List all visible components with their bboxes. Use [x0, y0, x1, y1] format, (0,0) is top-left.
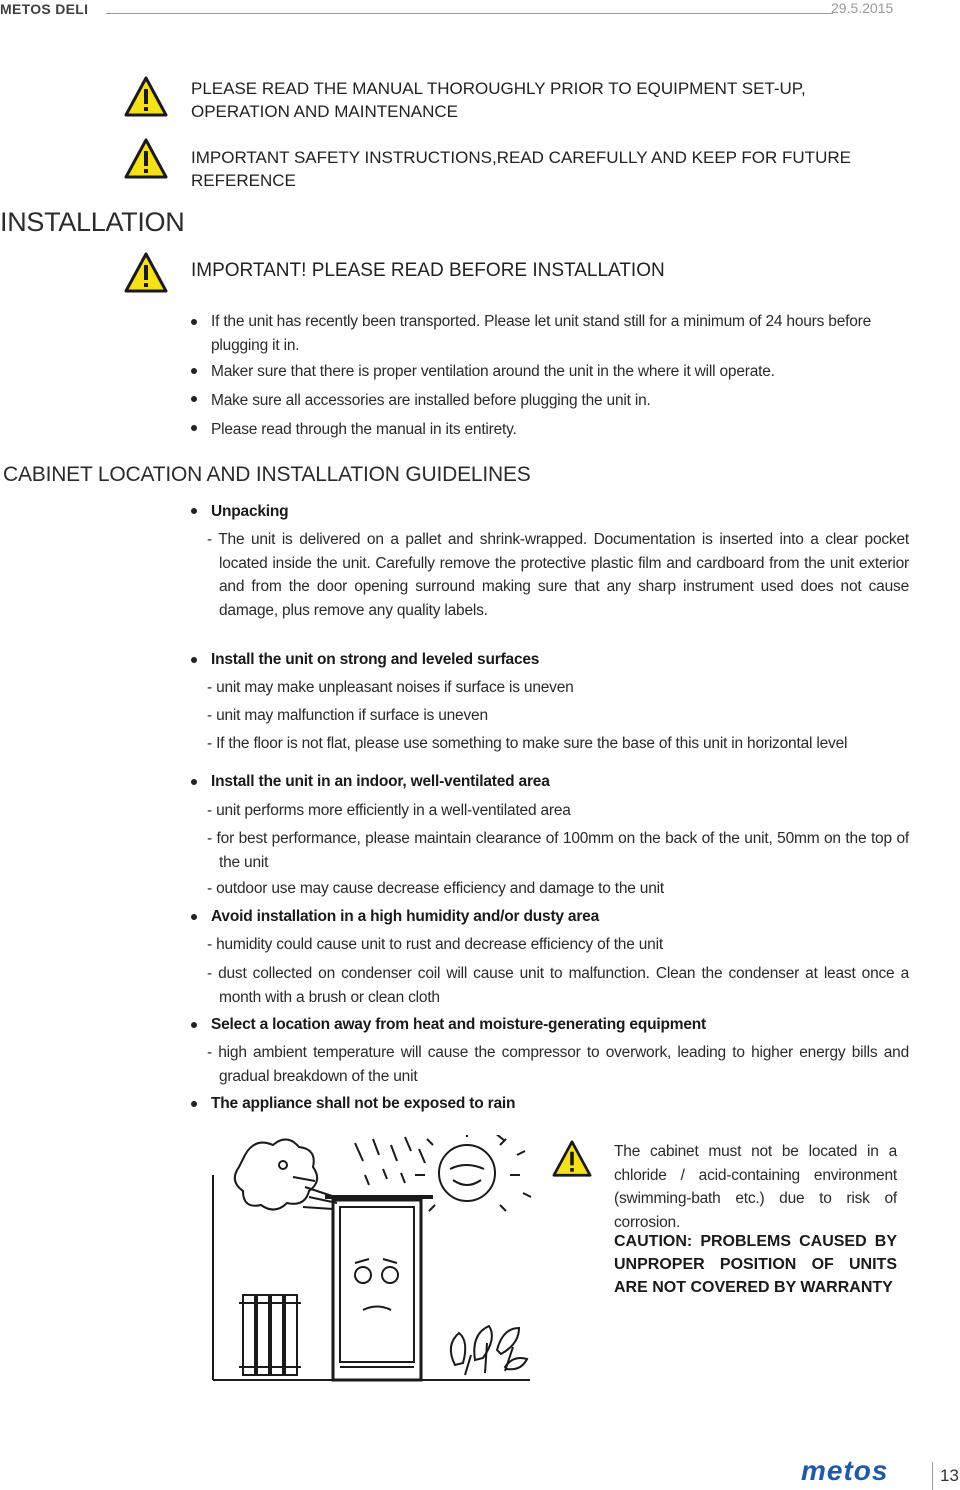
section-level-item: - unit may malfunction if surface is uneven: [207, 707, 488, 724]
section-heat-item: - high ambient temperature will cause the compressor to overwork, leading to higher energy bills and gradual breakdown of the unit: [207, 1044, 909, 1085]
bullet-dot-icon: [191, 396, 197, 402]
warning-triangle-icon: [124, 76, 168, 118]
unpacking-title: Unpacking: [211, 503, 289, 520]
install-bullet-1: If the unit has recently been transported. Please let unit stand still for a minimum of 24 hours before plugging it in.: [211, 313, 872, 354]
unpacking-text: - The unit is delivered on a pallet and shrink-wrapped. Documentation is inserted into a clear pocket located inside the unit. Carefully remove the protective plastic film and cardboard from the unit exterior and from the door opening surround making sure that any sharp instrument used does not cause damage, plus remove any quality labels.: [207, 531, 909, 619]
warning-triangle-icon: [124, 252, 168, 294]
metos-logo: metos: [801, 1455, 889, 1486]
bullet-dot-icon: [191, 425, 197, 431]
section-ventilation-title: Install the unit in an indoor, well-ventilated area: [211, 773, 550, 790]
page-number: 13: [940, 1466, 959, 1485]
section-humidity-item: - dust collected on condenser coil will cause unit to malfunction. Clean the condenser at least once a month with a brush or clean cloth: [207, 965, 909, 1006]
corrosion-note: The cabinet must not be located in a chloride / acid-containing environment (swimming-bath etc.) due to risk of corrosion.: [614, 1143, 897, 1231]
installation-illustration: [205, 1135, 535, 1385]
bullet-dot-icon: [191, 1101, 197, 1107]
section-humidity-title: Avoid installation in a high humidity and/or dusty area: [211, 908, 600, 925]
header-rule: [106, 13, 833, 14]
install-bullet-3: Make sure all accessories are installed before plugging the unit in.: [211, 392, 651, 409]
bullet-dot-icon: [191, 1022, 197, 1028]
warning-triangle-icon: [124, 138, 168, 180]
section-heat-title: Select a location away from heat and moisture-generating equipment: [211, 1016, 706, 1033]
bullet-dot-icon: [191, 657, 197, 663]
header-date: 29.5.2015: [831, 0, 894, 16]
bullet-dot-icon: [191, 779, 197, 785]
install-bullet-2: Maker sure that there is proper ventilation around the unit in the where it will operate.: [211, 363, 775, 380]
warranty-caution: CAUTION: PROBLEMS CAUSED BY UNPROPER POSITION OF UNITS ARE NOT COVERED BY WARRANTY: [614, 1233, 897, 1296]
warning-triangle-icon: [552, 1140, 592, 1178]
important-notice: IMPORTANT! PLEASE READ BEFORE INSTALLATION: [191, 260, 665, 281]
section-level-item: - unit may make unpleasant noises if surface is uneven: [207, 679, 574, 696]
footer-divider: [932, 1462, 933, 1490]
section-ventilation-item: - outdoor use may cause decrease efficiency and damage to the unit: [207, 880, 664, 897]
install-bullet-4: Please read through the manual in its entirety.: [211, 421, 517, 438]
bullet-dot-icon: [191, 508, 197, 514]
section-rain-title: The appliance shall not be exposed to rain: [211, 1095, 516, 1112]
installation-title: INSTALLATION: [0, 207, 185, 237]
header-brand: METOS DELI: [0, 1, 89, 17]
bullet-dot-icon: [191, 319, 197, 325]
section-ventilation-item: - for best performance, please maintain clearance of 100mm on the back of the unit, 50mm on the top of the unit: [207, 830, 909, 871]
section-humidity-item: - humidity could cause unit to rust and decrease efficiency of the unit: [207, 936, 663, 953]
cabinet-title: CABINET LOCATION AND INSTALLATION GUIDELINES: [3, 463, 531, 486]
section-level-item: - If the floor is not flat, please use something to make sure the base of this unit in horizontal level: [207, 735, 848, 752]
bullet-dot-icon: [191, 914, 197, 920]
section-ventilation-item: - unit performs more efficiently in a well-ventilated area: [207, 802, 571, 819]
notice-safety: IMPORTANT SAFETY INSTRUCTIONS,READ CAREFULLY AND KEEP FOR FUTURE REFERENCE: [191, 148, 851, 190]
bullet-dot-icon: [191, 368, 197, 374]
notice-manual: PLEASE READ THE MANUAL THOROUGHLY PRIOR TO EQUIPMENT SET-UP, OPERATION AND MAINTENANCE: [191, 79, 806, 121]
section-level-title: Install the unit on strong and leveled surfaces: [211, 651, 540, 668]
